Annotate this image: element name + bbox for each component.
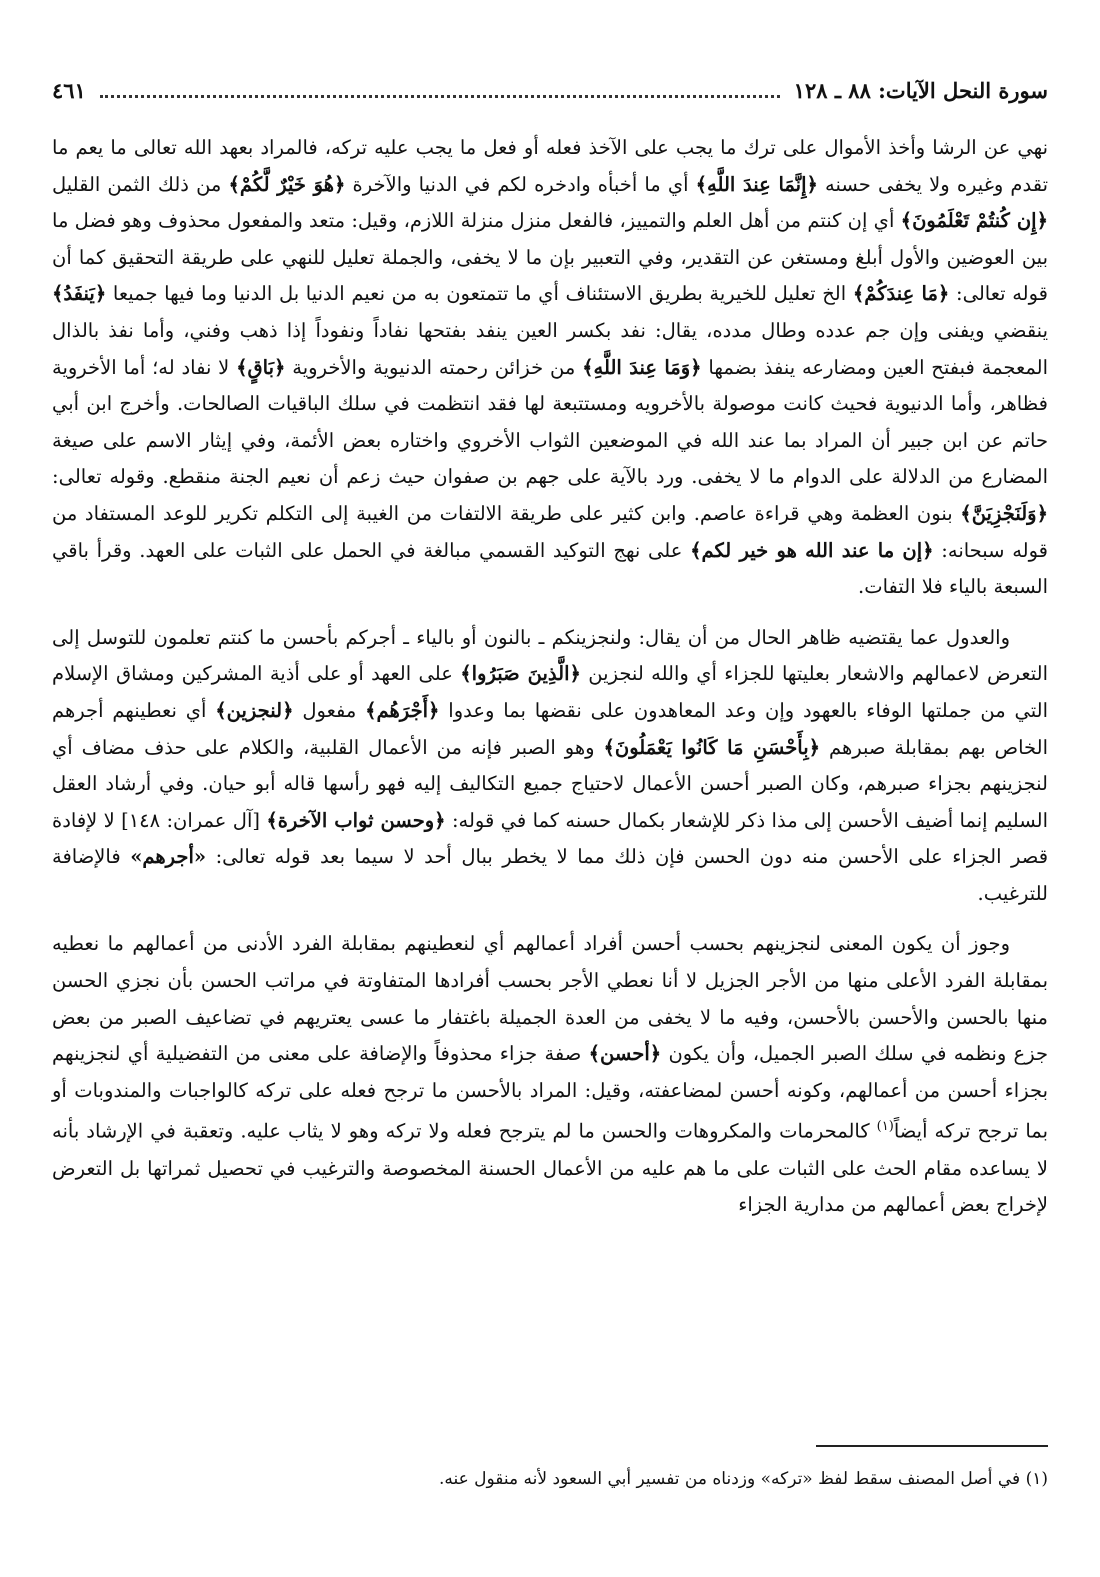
text-run: كالمحرمات والمكروهات والحسن ما لم يترجح فعله ولا تركه وهو لا يثاب عليه. وتعقبة في الإرشاد بأنه لا يساعده مقام الحث على الثبات على ما هم عليه من الأعمال الحسنة المخصوصة والترغيب في تحصيل ثمراتها بل التعرض لإخراج بعض أعمالهم من مدارية الجزاء: [52, 1119, 1048, 1217]
quran-quote: ﴿يَنفَدُ﴾: [52, 282, 107, 306]
quran-quote: ﴿إِن كُنتُمْ تَعْلَمُونَ﴾: [900, 209, 1048, 233]
running-header: [52, 70, 1048, 110]
quran-quote: ﴿إِنَّمَا عِندَ اللَّهِ﴾: [695, 172, 818, 196]
quran-quote: ﴿وَلَنَجْزِيَنَّ﴾: [960, 501, 1048, 525]
quran-quote: ﴿أَجْرَهُم﴾: [365, 698, 440, 722]
text-run: على نهج التوكيد القسمي مبالغة في الحمل على الثبات على العهد. وقرأ باقي السبعة بالياء فلا التفات.: [52, 538, 1048, 599]
text-run: الخ تعليل للخيرية بطريق الاستئناف أي ما تتمتعون به من نعيم الدنيا بل الدنيا وما فيها جميعا: [106, 282, 853, 306]
text-run: وجوز أن يكون المعنى لنجزينهم بحسب أحسن أفراد أعمالهم أي لنعطينهم بمقابلة الفرد الأدنى من أعمالهم ما نعطيه بمقابلة الفرد الأعلى منها من الأجر الجزيل لا أنا نعطي الأجر بحسب أفرادها المتفاوتة في مراتب الحسن بأن نجزي الحسن منها بالحسن والأحسن بالأحسن، وفيه ما لا يخفى من العدة الجميلة باغتفار ما عسى يعتريهم في تضاعيف الصبر من بعض جزع ونظمه في سلك الصبر الجميل، وأن يكون: [52, 932, 1049, 1066]
quran-quote: ﴿بَاقٍ﴾: [236, 355, 286, 379]
footnote: [52, 1465, 1048, 1493]
dotted-leader: [100, 95, 780, 98]
paragraph-2: [52, 620, 1048, 913]
quran-quote: «أجرهم»: [130, 845, 207, 869]
body-text: [52, 130, 1048, 1224]
text-run: فالإضافة للترغيب.: [52, 845, 1048, 905]
text-run: من ذلك الثمن القليل: [52, 172, 229, 196]
text-run: ينقضي ويفنى وإن جم عدده وطال مدده، يقال: نفد بكسر العين ينفد بفتحها نفاداً ونفوداً إذا ذهب وفني، وأما نفذ بالذال المعجمة فبفتح العين ومضارعه ينفذ بضمها: [52, 318, 1049, 379]
text-run: أي نعطينهم أجرهم الخاص بهم بمقابلة صبرهم: [52, 698, 1048, 759]
footnote-marker: (١): [1025, 1469, 1048, 1489]
quran-quote: ﴿أحسن﴾: [588, 1042, 662, 1066]
text-run: من خزائن رحمته الدنيوية والأخروية: [285, 355, 583, 379]
text-run: لا نفاد له؛ أما الأخروية فظاهر، وأما الدنيوية فحيث كانت موصولة بالأخرويه ومستتبعة لها فقد انتظمت في سلك الباقيات الصالحات. وأخرج ابن أبي حاتم عن ابن جبير أن المراد بما عند الله في الموضعين الثواب الأخروي واختاره بعض الأئمة، وفي إيثار الاسم على صيغة المضارع من الدلالة على الدوام ما لا يخفى. ورد بالآية على جهم بن صفوان حيث زعم أن نعيم الجنة منقطع. وقوله تعالى:: [52, 355, 1048, 489]
text-run: بنون العظمة وهي قراءة عاصم. وابن كثير على طريقة الالتفات من الغيبة إلى التكلم تكرير للوعد المستفاد من قوله سبحانه:: [52, 501, 1048, 562]
footnote-text: في أصل المصنف سقط لفظ «تركه» وزدناه من تفسير أبي السعود لأنه منقول عنه.: [438, 1469, 1021, 1489]
quran-quote: ﴿لنجزين﴾: [215, 698, 294, 722]
quran-quote: ﴿الَّذِينَ صَبَرُوا﴾: [460, 662, 581, 686]
text-run: [آل عمران: ١٤٨] لا لإفادة قصر الجزاء على الأحسن منه دون الحسن فإن ذلك مما لا يخطر ببال أحد لا سيما بعد قوله تعالى:: [52, 808, 1049, 869]
quran-quote: ﴿مَا عِندَكُمْ﴾: [852, 282, 950, 306]
footnote-rule: [816, 1445, 1048, 1447]
quran-quote: ﴿بِأَحْسَنِ مَا كَانُوا يَعْمَلُونَ﴾: [603, 735, 821, 759]
paragraph-3: [52, 926, 1048, 1223]
quran-quote: ﴿وَمَا عِندَ اللَّهِ﴾: [582, 355, 702, 379]
text-run: نهي عن الرشا وأخذ الأموال على ترك ما يجب على الآخذ فعله أو فعل ما يجب عليه تركه، فالمراد بعهد الله تعالى ما يعم ما تقدم وغيره ولا يخفى حسنه: [52, 136, 1049, 196]
text-run: أي إن كنتم من أهل العلم والتمييز، فالفعل منزل منزلة اللازم، وقيل: متعد والمفعول محذوف وهو فضل ما بين العوضين والأول أبلغ ومستغن عن التقدير، وفي التعبير بإن ما لا يخفى، والجملة تعليل للنهي على طريقة التحقيق كما أن قوله تعالى:: [52, 209, 1049, 306]
page-number: ٤٦١: [52, 77, 86, 103]
quran-quote: ﴿وحسن ثواب الآخرة﴾: [266, 808, 446, 832]
text-run: مفعول: [293, 698, 366, 722]
running-title: سورة النحل الآيات: ٨٨ ـ ١٢٨: [793, 77, 1048, 103]
text-run: وهو الصبر فإنه من الأعمال القلبية، والكلام على حذف مضاف أي لنجزينهم بجزاء صبرهم، وكان الصبر أحسن الأعمال لاحتياج جميع التكاليف إليه فهو رأسها قاله أبو حيان. وفي أرشاد العقل السليم إنما أضيف الأحسن إلى مذا ذكر للإشعار بكمال حسنه كما في قوله:: [52, 735, 1048, 832]
quran-quote: ﴿هُوَ خَيْرٌ لَّكُمْ﴾: [228, 172, 346, 196]
text-run: أي ما أخبأه وادخره لكم في الدنيا والآخرة: [345, 172, 696, 196]
text-run: والعدول عما يقتضيه ظاهر الحال من أن يقال: ولنجزينكم ـ بالنون أو بالياء ـ أجركم بأحسن ما كنتم تعلمون للتوسل إلى التعرض لاعمالهم والاشعار بعليتها للجزاء أي والله لنجزين: [52, 625, 1048, 686]
text-run: صفة جزاء محذوفاً والإضافة على معنى من التفضيلية أي لنجزينهم بجزاء أحسن من أعمالهم، وكونه أحسن لمضاعفته، وقيل: المراد بالأحسن ما ترجح فعله على تركه كالواجبات والمندوبات أو بما ترجح تركه أيضاً: [52, 1042, 1048, 1143]
text-run: على العهد أو على أذية المشركين ومشاق الإسلام التي من جملتها الوفاء بالعهود وإن وعد المعاهدون على نقضها بما وعدوا: [52, 662, 1048, 722]
paragraph-1: [52, 130, 1048, 606]
quran-quote: ﴿إن ما عند الله هو خير لكم﴾: [690, 538, 934, 562]
footnote-ref: (١): [876, 1119, 894, 1135]
